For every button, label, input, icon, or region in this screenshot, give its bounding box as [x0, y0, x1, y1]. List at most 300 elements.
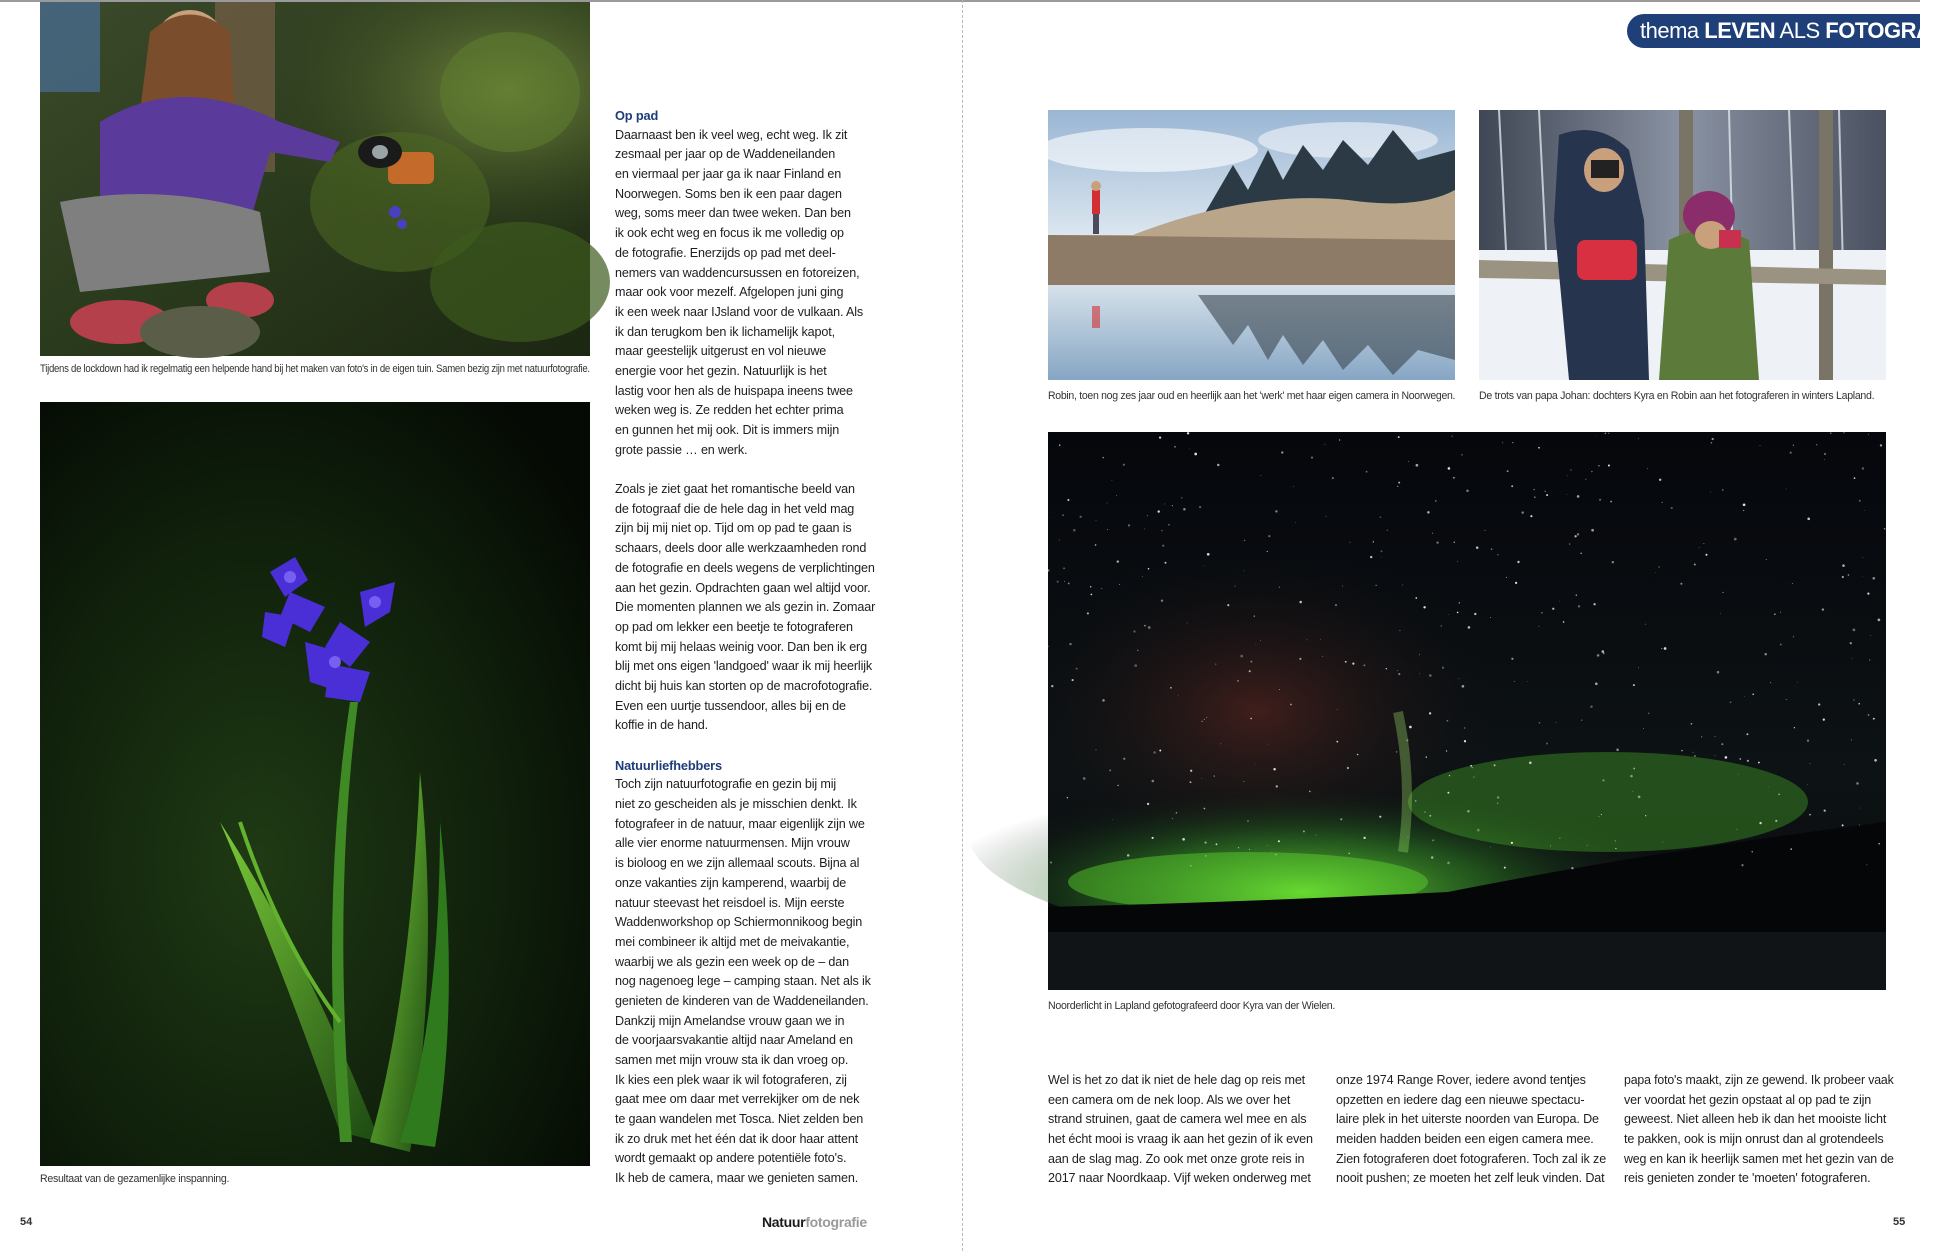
star: [1476, 546, 1479, 549]
text-line: Even een uurtje tussendoor, alles bij en de: [615, 698, 846, 713]
star: [1681, 750, 1682, 751]
star: [1842, 564, 1845, 567]
star: [1440, 625, 1441, 626]
star: [1830, 432, 1832, 434]
star: [1511, 485, 1513, 487]
star: [1701, 736, 1702, 737]
star: [1552, 608, 1554, 610]
star: [1436, 541, 1438, 543]
star: [1432, 533, 1433, 534]
star: [1148, 626, 1151, 629]
text-line: de fotografie. Enerzijds op pad met deel-: [615, 245, 836, 260]
text-line: zesmaal per jaar op de Waddeneilanden: [615, 147, 836, 162]
star: [1680, 583, 1682, 585]
star: [1730, 701, 1732, 703]
star: [1608, 464, 1610, 466]
star: [1844, 764, 1845, 765]
star: [1809, 763, 1810, 764]
star: [1859, 500, 1861, 502]
star: [1409, 726, 1412, 729]
text-line: maar ook voor mezelf. Afgelopen juni ging: [615, 285, 844, 300]
star: [1396, 751, 1398, 753]
star: [1147, 515, 1148, 516]
text-line: de fotograaf die de hele dag in het veld mag: [615, 501, 855, 516]
star: [1467, 810, 1469, 812]
star: [1477, 829, 1480, 832]
star: [1307, 639, 1308, 640]
star: [1047, 646, 1049, 648]
star: [1164, 503, 1165, 504]
star: [1859, 825, 1860, 826]
star: [1512, 442, 1513, 443]
star: [1260, 640, 1261, 641]
star: [1268, 744, 1269, 745]
top-rule-right: [963, 0, 1920, 2]
star: [1096, 520, 1097, 521]
star: [1335, 604, 1337, 606]
star: [1103, 457, 1104, 458]
star: [1563, 621, 1565, 623]
star: [1538, 447, 1540, 449]
star: [1159, 436, 1161, 438]
star: [1128, 524, 1130, 526]
star: [1419, 673, 1420, 674]
star: [1539, 626, 1540, 627]
text-line: Zoals je ziet gaat het romantische beeld van: [615, 482, 855, 497]
star: [1610, 501, 1612, 503]
text-column-right-2: [1336, 1071, 1606, 1189]
star: [1090, 586, 1091, 587]
star: [1809, 814, 1811, 816]
star: [1758, 762, 1760, 764]
photo-aurora: [1048, 432, 1886, 990]
star: [1880, 444, 1882, 446]
text-line: geweest. Niet alleen heb ik dan het mooiste licht: [1624, 1112, 1887, 1127]
star: [1866, 864, 1867, 865]
star: [1818, 703, 1820, 705]
star: [1765, 653, 1767, 655]
text-line: Ik kies een plek waar ik wil fotograferen, zij: [615, 1072, 847, 1087]
theme-title-3: FOTOGRAAF: [1825, 18, 1960, 43]
star: [1178, 695, 1179, 696]
star: [1786, 488, 1787, 489]
star: [1096, 749, 1097, 750]
star: [1850, 642, 1852, 644]
star: [1054, 517, 1055, 518]
star: [1249, 670, 1251, 672]
star: [1643, 728, 1644, 729]
star: [1752, 693, 1754, 695]
star: [1375, 585, 1376, 586]
text-line: meiden hadden beiden een eigen camera mee.: [1336, 1132, 1594, 1147]
star: [1596, 435, 1597, 436]
star: [1247, 820, 1249, 822]
star: [1599, 499, 1601, 501]
star: [1539, 722, 1541, 724]
star: [1447, 720, 1449, 722]
star: [1854, 477, 1856, 479]
caption-norway: Robin, toen nog zes jaar oud en heerlijk aan het 'werk' met haar eigen camera in Noorwegen.: [1048, 390, 1456, 402]
star: [1587, 845, 1588, 846]
star: [1051, 685, 1053, 687]
star: [1204, 565, 1205, 566]
star: [1431, 856, 1434, 859]
text-line: waarbij we als gezin een week op de – dan: [615, 954, 849, 969]
star: [1862, 576, 1863, 577]
star: [1217, 464, 1219, 466]
star: [1569, 543, 1571, 545]
star: [1107, 503, 1108, 504]
star: [1348, 853, 1349, 854]
star: [1585, 479, 1586, 480]
star: [1793, 636, 1794, 637]
star: [1295, 522, 1296, 523]
star: [1147, 803, 1149, 805]
star: [1521, 511, 1523, 513]
star: [1446, 750, 1447, 751]
star: [1426, 756, 1427, 757]
text-line: weg, soms meer dan twee weken. Dan ben: [615, 206, 851, 221]
star: [1116, 495, 1117, 496]
star: [1571, 867, 1573, 869]
text-line: is bioloog en we zijn allemaal scouts. Bijna al: [615, 856, 860, 871]
star: [1869, 659, 1870, 660]
star: [1868, 434, 1869, 435]
star: [1415, 597, 1417, 599]
star: [1187, 622, 1188, 623]
star: [1774, 613, 1775, 614]
text-line: zijn bij mij niet op. Tijd om op pad te gaan is: [615, 521, 852, 536]
star: [1852, 658, 1853, 659]
text-line: schaars, deels door alle werkzaamheden rond: [615, 541, 867, 556]
text-line: op pad om lekker een beetje te fotograferen: [615, 619, 853, 634]
star: [1766, 559, 1767, 560]
star: [1363, 837, 1365, 839]
star: [1559, 601, 1560, 602]
star: [1059, 444, 1061, 446]
star: [1447, 862, 1450, 865]
star: [1407, 837, 1408, 838]
star: [1647, 468, 1648, 469]
star: [1856, 782, 1859, 785]
star: [1743, 510, 1744, 511]
star: [1645, 624, 1646, 625]
star: [1598, 465, 1600, 467]
star: [1170, 687, 1172, 689]
text-line: natuur steevast het reisdoel is. Mijn eerste: [615, 895, 845, 910]
star: [1464, 740, 1466, 742]
star: [1278, 840, 1280, 842]
star: [1559, 838, 1560, 839]
text-line: Waddenworkshop op Schiermonnikoog begin: [615, 915, 863, 930]
caption-girl-garden: Tijdens de lockdown had ik regelmatig een helpende hand bij het maken van foto's in de eigen tuin. Samen bezig zijn met natuurfotografie.: [40, 363, 590, 375]
star: [1357, 754, 1359, 756]
star: [1220, 743, 1221, 744]
star: [1616, 748, 1619, 751]
text-line: dicht bij huis kan storten op de macrofotografie.: [615, 678, 873, 693]
star: [1207, 553, 1210, 556]
star: [1299, 601, 1302, 604]
text-line: Toch zijn natuurfotografie en gezin bij mij: [615, 777, 837, 792]
star: [1162, 545, 1164, 547]
text-line: Daarnaast ben ik veel weg, echt weg. Ik zit: [615, 127, 848, 142]
star: [1397, 670, 1398, 671]
star: [1591, 471, 1593, 473]
photo-lapland: [1479, 110, 1886, 380]
star: [1281, 451, 1283, 453]
star: [1530, 515, 1532, 517]
star: [1215, 664, 1216, 665]
star: [1381, 550, 1383, 552]
star: [1502, 442, 1503, 443]
star: [1459, 602, 1460, 603]
star: [1243, 781, 1244, 782]
text-line: te pakken, ook is mijn onrust dan al grotendeels: [1624, 1132, 1884, 1147]
star: [1723, 592, 1724, 593]
star: [1315, 834, 1316, 835]
star: [1790, 452, 1792, 454]
star: [1862, 557, 1863, 558]
brand-part-1: Natuur: [762, 1214, 806, 1230]
star: [1083, 777, 1086, 780]
page-spine: [962, 0, 963, 1251]
star: [1454, 542, 1455, 543]
star: [1345, 661, 1347, 663]
star: [1468, 626, 1471, 629]
star: [1153, 751, 1155, 753]
text-line: ik zo druk met het één dat ik door haar attent: [615, 1131, 859, 1146]
text-line: Die momenten plannen we als gezin in. Zomaar: [615, 600, 876, 615]
text-line: ik dan terugkom ben ik lichamelijk kapot,: [615, 324, 835, 339]
star: [1778, 794, 1779, 795]
star: [1309, 791, 1311, 793]
text-line: Wel is het zo dat ik niet de hele dag op reis met: [1048, 1073, 1306, 1087]
star: [1659, 479, 1661, 481]
star: [1739, 758, 1741, 760]
star: [1546, 494, 1548, 496]
text-column-right-1: [1048, 1071, 1318, 1189]
photo-girl-garden: [40, 2, 590, 356]
star: [1172, 505, 1173, 506]
star: [1546, 743, 1548, 745]
star: [1853, 699, 1854, 700]
text-line: wordt gemaakt op andere potentiële foto's.: [615, 1151, 847, 1166]
star: [1591, 529, 1594, 532]
text-line: genieten de kinderen van de Waddeneilanden.: [615, 993, 869, 1008]
text-line: blij met ons eigen 'landgoed' waar ik mij heerlijk: [615, 659, 873, 674]
star: [1448, 467, 1451, 470]
star: [1427, 511, 1429, 513]
star: [1848, 574, 1850, 576]
star: [1648, 713, 1649, 714]
star: [1158, 510, 1160, 512]
star: [1658, 566, 1659, 567]
star: [1279, 689, 1280, 690]
star: [1868, 714, 1870, 716]
star: [1152, 780, 1155, 783]
star: [1691, 723, 1693, 725]
star: [1581, 720, 1582, 721]
star: [1102, 699, 1105, 702]
text-line: de voorjaarsvakantie altijd naar Ameland en: [615, 1033, 853, 1048]
star: [1063, 567, 1065, 569]
star: [1123, 758, 1125, 760]
star: [1190, 865, 1192, 867]
star: [1514, 681, 1515, 682]
star: [1079, 516, 1081, 518]
star: [1449, 775, 1450, 776]
star: [1507, 470, 1509, 472]
star: [1780, 644, 1782, 646]
star: [1398, 673, 1400, 675]
star: [1598, 816, 1599, 817]
text-line: Ik heb de camera, maar we genieten samen.: [615, 1171, 859, 1186]
text-line: nog nagenoeg lege – camping staan. Net als ik: [615, 974, 871, 989]
star: [1201, 778, 1202, 779]
star: [1842, 824, 1844, 826]
star: [1423, 606, 1425, 608]
text-line: Zien fotograferen doet fotograferen. Toch zal ik ze: [1336, 1151, 1607, 1166]
star: [1190, 781, 1192, 783]
star: [1057, 581, 1059, 583]
star: [1760, 445, 1761, 446]
text-line: weken weg is. Ze redden het echter prima: [615, 403, 844, 418]
star: [1148, 568, 1150, 570]
text-line: koffie in de hand.: [615, 718, 708, 733]
star: [1091, 594, 1093, 596]
star: [1759, 822, 1761, 824]
star: [1768, 787, 1769, 788]
star: [1577, 495, 1580, 498]
star: [1117, 560, 1119, 562]
star: [1504, 867, 1506, 869]
star: [1705, 554, 1707, 556]
star: [1299, 658, 1301, 660]
star: [1339, 439, 1340, 440]
star: [1429, 815, 1431, 817]
star: [1250, 661, 1252, 663]
star: [1109, 769, 1111, 771]
page-number-left: 54: [20, 1216, 33, 1228]
star: [1664, 647, 1667, 650]
text-line: grote passie … en werk.: [615, 442, 748, 457]
star: [1402, 584, 1403, 585]
star: [1466, 490, 1469, 493]
star: [1399, 630, 1400, 631]
star: [1101, 588, 1102, 589]
star: [1416, 464, 1419, 467]
star: [1144, 625, 1146, 627]
page-number-right: 55: [1893, 1216, 1906, 1228]
text-line: en gunnen het mij ook. Dit is immers mijn: [615, 423, 840, 437]
text-line: reis genieten zonder te 'moeten' fotograferen.: [1624, 1171, 1871, 1186]
star: [1545, 491, 1546, 492]
star: [1824, 459, 1825, 460]
text-line: ver voordat het gezin opstaat al op pad te zijn: [1624, 1092, 1872, 1107]
star: [1671, 507, 1673, 509]
star: [1715, 755, 1716, 756]
star: [1775, 820, 1777, 822]
star: [1373, 541, 1374, 542]
star: [1168, 524, 1170, 526]
star: [1435, 500, 1437, 502]
star: [1608, 433, 1609, 434]
star: [1326, 516, 1327, 517]
star: [1261, 475, 1262, 476]
star: [1182, 838, 1185, 841]
photo-norway: [1048, 110, 1455, 380]
star: [1303, 830, 1305, 832]
star: [1612, 561, 1614, 563]
star: [1851, 739, 1852, 740]
theme-title-2: ALS: [1779, 18, 1820, 43]
star: [1137, 650, 1139, 652]
star: [1250, 718, 1251, 719]
star: [1860, 808, 1861, 809]
text-line: papa foto's maakt, zijn ze gewend. Ik probeer vaak: [1624, 1073, 1894, 1087]
star: [1473, 777, 1474, 778]
star: [1511, 842, 1513, 844]
text-line: Noorwegen. Soms ben ik een paar dagen: [615, 186, 842, 201]
star: [1703, 543, 1704, 544]
star: [1112, 819, 1113, 820]
star: [1352, 663, 1354, 665]
star: [1442, 667, 1444, 669]
text-line: de fotografie en deels wegens de verplichtingen: [615, 560, 875, 575]
star: [1238, 847, 1239, 848]
star: [1349, 542, 1350, 543]
section-heading: Natuurliefhebbers: [615, 757, 722, 773]
star: [1601, 814, 1602, 815]
star: [1722, 489, 1723, 490]
star: [1741, 864, 1743, 866]
text-line: aan het gezin. Opdrachten gaan wel altijd voor.: [615, 580, 871, 595]
star: [1123, 464, 1125, 466]
star: [1515, 582, 1517, 584]
star: [1240, 655, 1243, 658]
star: [1194, 453, 1197, 456]
star: [1370, 556, 1372, 558]
star: [1574, 535, 1576, 537]
star: [1853, 629, 1856, 632]
star: [1578, 605, 1580, 607]
star: [1807, 740, 1809, 742]
star: [1366, 471, 1368, 473]
photo-hyacinth: [40, 402, 590, 1166]
star: [1107, 529, 1108, 530]
star: [1176, 812, 1178, 814]
star: [1497, 796, 1499, 798]
star: [1603, 652, 1605, 654]
star: [1884, 528, 1886, 530]
star: [1527, 681, 1528, 682]
star: [1406, 739, 1408, 741]
star: [1067, 499, 1069, 501]
star: [1497, 803, 1498, 804]
star: [1792, 583, 1793, 584]
text-line: 2017 naar Noordkaap. Vijf weken onderweg met: [1048, 1171, 1311, 1186]
star: [1638, 438, 1639, 439]
star: [1580, 553, 1582, 555]
star: [1290, 704, 1292, 706]
star: [1095, 544, 1097, 546]
star: [1152, 837, 1154, 839]
star: [1325, 444, 1326, 445]
text-line: fotografeer in de natuur, maar eigenlijk zijn we: [615, 816, 865, 831]
star: [1576, 594, 1577, 595]
star: [1870, 635, 1871, 636]
star: [1408, 461, 1409, 462]
